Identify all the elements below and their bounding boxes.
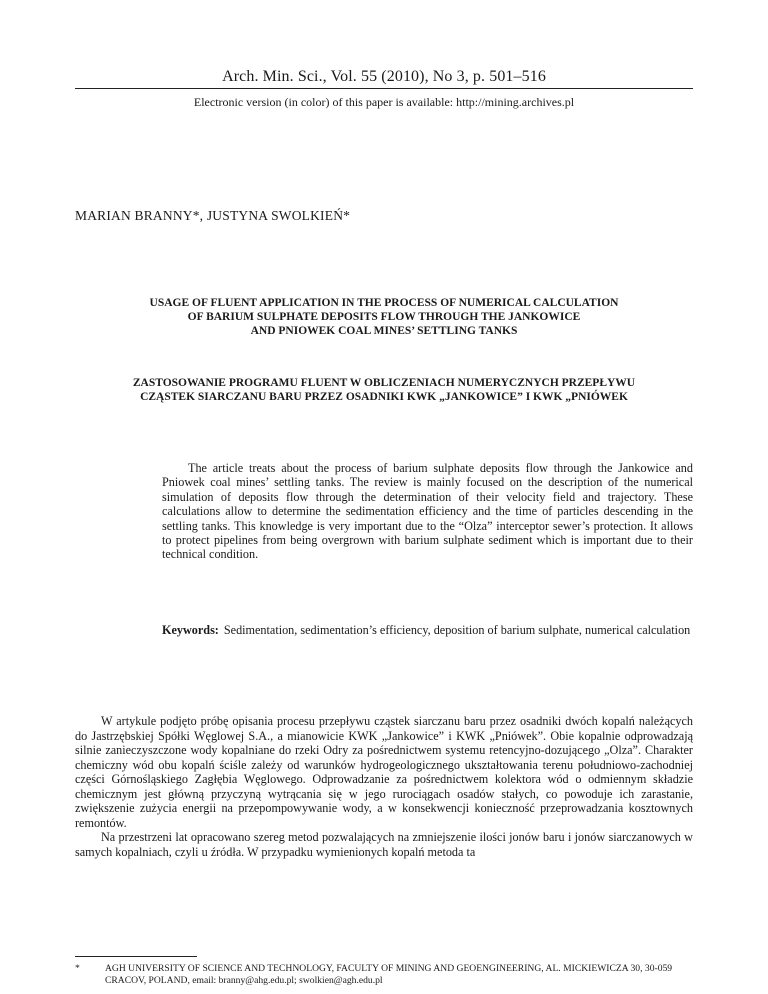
title-english-line: OF BARIUM SULPHATE DEPOSITS FLOW THROUGH THE JANKOWICE (187, 311, 581, 323)
keywords-text: Sedimentation, sedimentation’s efficiency, deposition of barium sulphate, numerical calculation (223, 623, 691, 637)
title-english (75, 296, 693, 338)
footnote-rule (75, 956, 197, 957)
footnote-mark: * (75, 963, 80, 974)
header-rule (75, 88, 693, 89)
electronic-version-note: Electronic version (in color) of this paper is available: http://mining.archives.pl (193, 95, 575, 109)
body-paragraph: Na przestrzeni lat opracowano szereg metod pozwalających na zmniejszenie ilości jonów baru i jonów siarczanowych w samych kopalniach, czyli u źródła. W przypadku wymienionych kopalń metoda ta (75, 830, 693, 859)
keywords (162, 623, 693, 637)
authors: MARIAN BRANNY*, JUSTYNA SWOLKIEŃ* (75, 208, 351, 223)
title-polish-line: CZĄSTEK SIARCZANU BARU PRZEZ OSADNIKI KWK „JANKOWICE” I KWK „PNIÓWEK (140, 391, 628, 403)
title-english-line: USAGE OF FLUENT APPLICATION IN THE PROCESS OF NUMERICAL CALCULATION (149, 297, 619, 309)
abstract-text: The article treats about the process of barium sulphate deposits flow through the Jankowice and Pniowek coal mines’ settling tanks. The review is mainly focused on the description of the numerical simulation of deposits flow through the determination of their velocity field and trajectory. These calculations allow to determine the sedimentation efficiency and the time of particles descending in the settling tanks. This knowledge is very important due to the “Olza” interceptor sewer’s protection. It allows to protect pipelines from being overgrown with barium sulphate sediment which is important due to their technical condition. (162, 461, 693, 562)
abstract (162, 461, 693, 562)
journal-citation: Arch. Min. Sci., Vol. 55 (2010), No 3, p. 501–516 (222, 68, 546, 85)
body-text-polish (75, 714, 693, 859)
footnote-text: AGH UNIVERSITY OF SCIENCE AND TECHNOLOGY, FACULTY OF MINING AND GEOENGINEERING, AL. MICKIEWICZA 30, 30-059 CRACOV, POLAND, email: branny@ahg.edu.pl; swolkien@agh.edu.pl (105, 963, 673, 986)
title-english-line: AND PNIOWEK COAL MINES’ SETTLING TANKS (250, 325, 518, 337)
body-paragraph: W artykule podjęto próbę opisania procesu przepływu cząstek siarczanu baru przez osadniki dwóch kopalń należących do Jastrzębskiej Spółki Węglowej S.A., a mianowicie KWK „Jankowice” i KWK „Pniówek”. Obie kopalnie odprowadzają silnie zanieczyszczone wody kopalniane do rzeki Odry za pośrednictwem systemu retencyjno-dozującego „Olza”. Charakter chemiczny wód obu kopalń ściśle zależy od warunków hydrogeologicznego ukształtowania terenu południowo-zachodniej części Górnośląskiego Zagłębia Węglowego. Odprowadzanie za pośrednictwem kolektora wód o odmiennym składzie chemicznym jest główną przyczyną wytrącania się w jego rurociągach osadów stałych, co powoduje ich zarastanie, zwiększenie zużycia energii na przepompowywanie wody, a w konsekwencji konieczność przeprowadzania kosztownych remontów. (75, 714, 693, 830)
title-polish (75, 376, 693, 404)
title-polish-line: ZASTOSOWANIE PROGRAMU FLUENT W OBLICZENIACH NUMERYCZNYCH PRZEPŁYWU (132, 377, 636, 389)
footnote (75, 963, 693, 987)
keywords-label: Keywords: (162, 623, 219, 637)
